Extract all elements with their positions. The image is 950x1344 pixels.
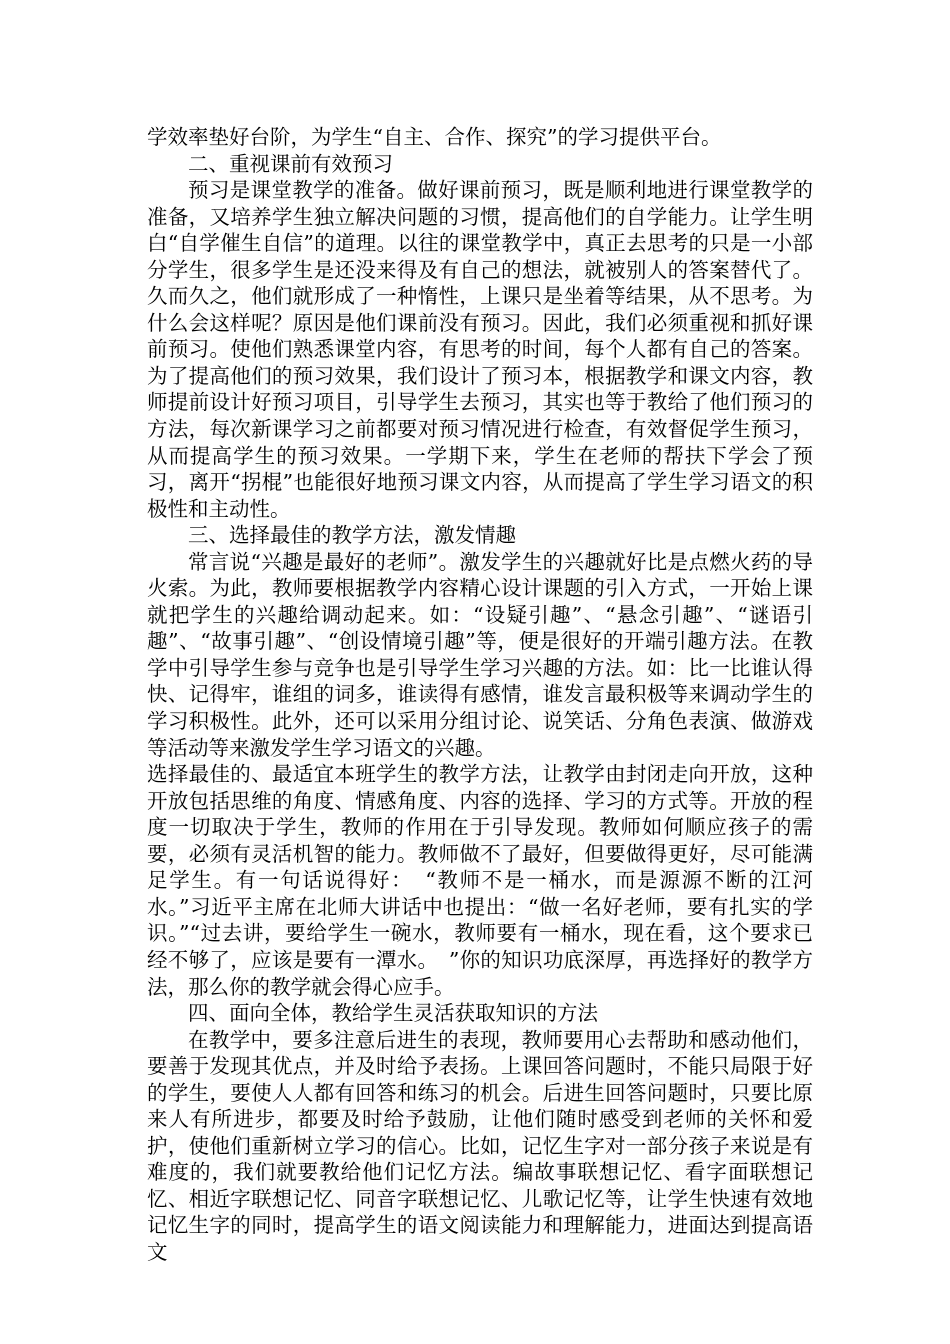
section-heading-2: 二、重视课前有效预习 bbox=[188, 151, 393, 176]
section-heading-3: 三、选择最佳的教学方法，激发情趣 bbox=[188, 523, 516, 548]
paragraph-all-students: 在教学中，要多注意后进生的表现，教师要用心去帮助和感动他们，要善于发现其优点，并及时给予表扬。上课回答问题时，不能只局限于好的学生，要使人人都有回答和练习的机会。后进生回答问题时，只要比原来人有所进步，都要及时给予鼓励，让他们随时感受到老师的关怀和爱护，使他们重新树立学习的信心。比如，记忆生字对一部分孩子来说是有难度的，我们就要教给他们记忆方法。编故事联想记忆、看字面联想记忆、相近字联想记忆、同音字联想记忆、儿歌记忆等，让学生快速有效地记忆生字的同时，提高学生的语文阅读能力和理解能力，进面达到提高语文 bbox=[147, 1027, 813, 1264]
section-heading-4: 四、面向全体，教给学生灵活获取知识的方法 bbox=[188, 1001, 598, 1026]
paragraph-continued: 学效率垫好台阶，为学生“自主、合作、探究”的学习提供平台。 bbox=[147, 125, 722, 149]
paragraph-preview: 预习是课堂教学的准备。做好课前预习，既是顺利地进行课堂教学的准备，又培养学生独立解决问题的习惯，提高他们的自学能力。让学生明白“自学催生自信”的道理。以往的课堂教学中，真正去思考的只是一小部分学生，很多学生是还没来得及有自己的想法，就被别人的答案替代了。久而久之，他们就形成了一种惰性，上课只是坐着等结果，从不思考。为什么会这样呢？原因是他们课前没有预习。因此，我们必须重视和抓好课前预习。使他们熟悉课堂内容，有思考的时间，每个人都有自己的答案。为了提高他们的预习效果，我们设计了预习本，根据教学和课文内容，教师提前设计好预习项目，引导学生去预习，其实也等于教给了他们预习的方法，每次新课学习之前都要对预习情况进行检查，有效督促学生预习，从而提高学生的预习效果。一学期下来，学生在老师的帮扶下学会了预习，离开“拐棍”也能很好地预习课文内容，从而提高了学生学习语文的积极性和主动性。 bbox=[147, 178, 813, 521]
paragraph-teaching-method: 选择最佳的、最适宜本班学生的教学方法，让教学由封闭走向开放，这种开放包括思维的角度、情感角度、内容的选择、学习的方式等。开放的程度一切取决于学生，教师的作用在于引导发现。教师如何顺应孩子的需要，必须有灵活机智的能力。教师做不了最好，但要做得更好，尽可能满足学生。有一句话说得好： “教师不是一桶水，而是源源不断的江河水。”习近平主席在北师大讲话中也提出：“做一名好老师，要有扎实的学识。”“过去讲，要给学生一碗水，教师要有一桶水，现在看，这个要求已经不够了，应该是要有一潭水。 ”你的知识功底深厚，再选择好的教学方法，那么你的教学就会得心应手。 bbox=[147, 762, 813, 999]
document-page bbox=[147, 124, 813, 1266]
paragraph-interest: 常言说“兴趣是最好的老师”。激发学生的兴趣就好比是点燃火药的导火索。为此，教师要根据教学内容精心设计课题的引入方式，一开始上课就把学生的兴趣给调动起来。如：“设疑引趣”、“悬念引趣”、“谜语引趣”、“故事引趣”、“创设情境引趣”等，便是很好的开端引趣方法。在教学中引导学生参与竞争也是引导学生学习兴趣的方法。如：比一比谁认得快、记得牢，谁组的词多，谁读得有感情，谁发言最积极等来调动学生的学习积极性。此外，还可以采用分组讨论、说笑话、分角色表演、做游戏等活动等来激发学生学习语文的兴趣。 bbox=[147, 549, 813, 760]
